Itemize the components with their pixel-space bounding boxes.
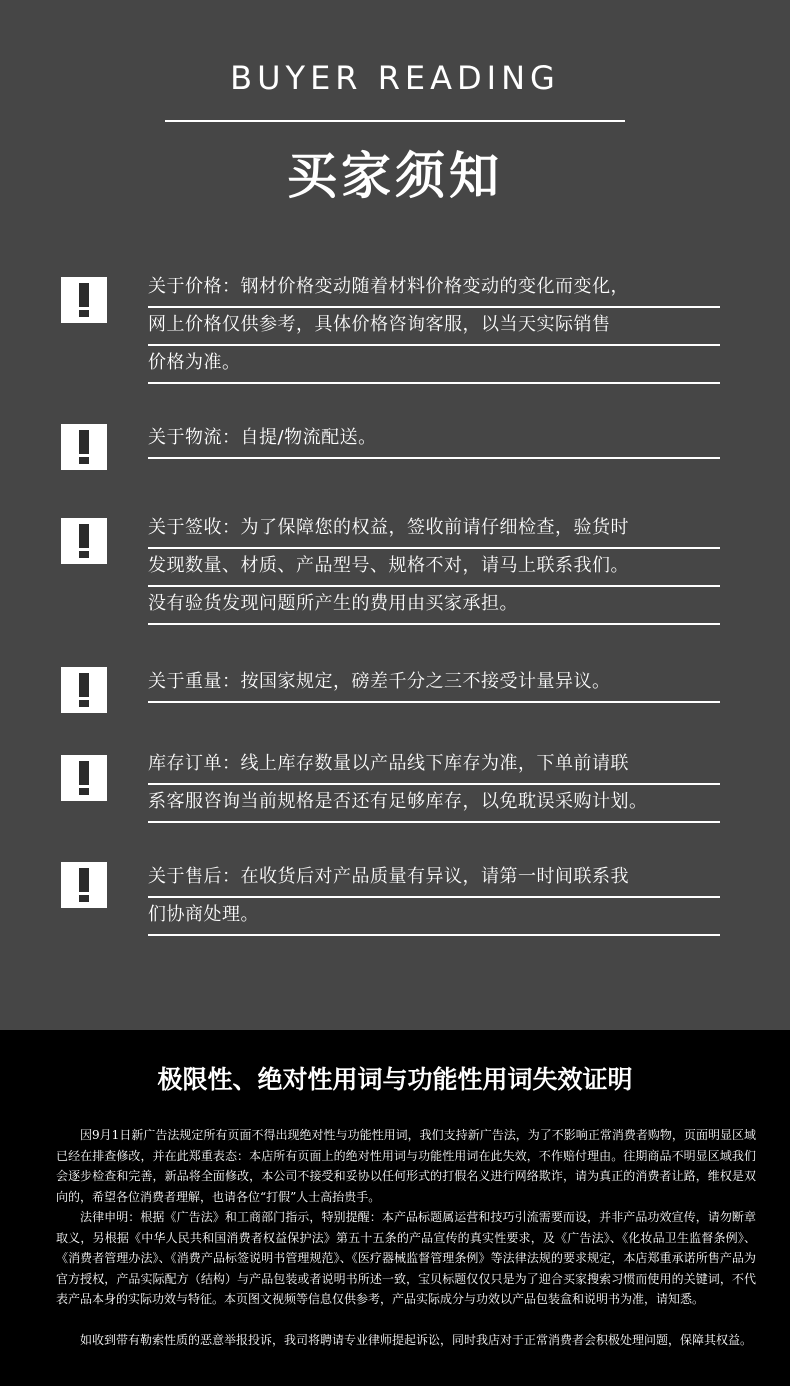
notice-price-line-3: 价格为准。: [148, 346, 720, 384]
warning-icon: [61, 667, 107, 713]
legal-paragraph-2: 法律申明：根据《广告法》和工商部门指示，特别提醒：本产品标题属运营和技巧引流需要而设，并非产品功效宣传，请勿断章取义，另根据《中华人民共和国消费者权益保护法》第五十五条的产品宣传的真实性要求，及《广告法》、《化妆品卫生监督条例》、《消费者管理办法》、《消费产品标签说明书管理规范》、《医疗器械监督管理条例》等法律法规的要求规定，本店郑重承诺所售产品为官方授权，产品实际配方（结构）与产品包装或者说明书所述一致，宝贝标题仅仅只是为了迎合买家搜索习惯而使用的关键词，不代表产品本身的实际功效与特征。本页图文视频等信息仅供参考，产品实际成分与功效以产品包装盒和说明书为准，请知悉。: [56, 1210, 756, 1306]
warning-icon: [61, 277, 107, 323]
warning-icon: [61, 862, 107, 908]
notice-receipt-line-2: 发现数量、材质、产品型号、规格不对，请马上联系我们。: [148, 549, 720, 587]
notice-stock-line-1: 库存订单：线上库存数量以产品线下库存为准，下单前请联: [148, 747, 720, 785]
legal-title: 极限性、绝对性用词与功能性用词失效证明: [157, 1065, 633, 1094]
notice-price-line-1: 关于价格：钢材价格变动随着材料价格变动的变化而变化，: [148, 270, 720, 308]
warning-icon: [61, 755, 107, 801]
title-divider: [165, 120, 625, 122]
warning-icon: [61, 424, 107, 470]
title-english: BUYER READING: [230, 59, 560, 97]
notice-logistics-line-1: 关于物流：自提/物流配送。: [148, 421, 720, 459]
notice-weight-line-1: 关于重量：按国家规定，磅差千分之三不接受计量异议。: [148, 665, 720, 703]
title-chinese: 买家须知: [287, 147, 503, 205]
legal-paragraph-1: 因9月1日新广告法规定所有页面不得出现绝对性与功能性用词，我们支持新广告法，为了不影响正常消费者购物，页面明显区域已经在排查修改，并在此郑重表态：本店所有页面上的绝对性用词与功能性用词在此失效，不作赔付理由。往期商品不明显区域我们会逐步检查和完善，新品将全面修改，本公司不接受和妥协以任何形式的打假名义进行网络欺诈，请为真正的消费者让路，维权是双向的，希望各位消费者理解，也请各位“打假”人士高抬贵手。: [56, 1128, 756, 1204]
notice-aftersales-line-2: 们协商处理。: [148, 898, 720, 936]
notice-price-line-2: 网上价格仅供参考，具体价格咨询客服，以当天实际销售: [148, 308, 720, 346]
notice-receipt-line-3: 没有验货发现问题所产生的费用由买家承担。: [148, 587, 720, 625]
notice-stock-line-2: 系客服咨询当前规格是否还有足够库存，以免耽误采购计划。: [148, 785, 720, 823]
warning-icon: [61, 518, 107, 564]
notice-receipt-line-1: 关于签收：为了保障您的权益，签收前请仔细检查，验货时: [148, 511, 720, 549]
legal-paragraph-3: 如收到带有勒索性质的恶意举报投诉，我司将聘请专业律师提起诉讼，同时我店对于正常消费者会积极处理问题，保障其权益。: [80, 1333, 753, 1347]
notice-aftersales-line-1: 关于售后：在收货后对产品质量有异议，请第一时间联系我: [148, 860, 720, 898]
legal-statement: [0, 1030, 790, 1386]
